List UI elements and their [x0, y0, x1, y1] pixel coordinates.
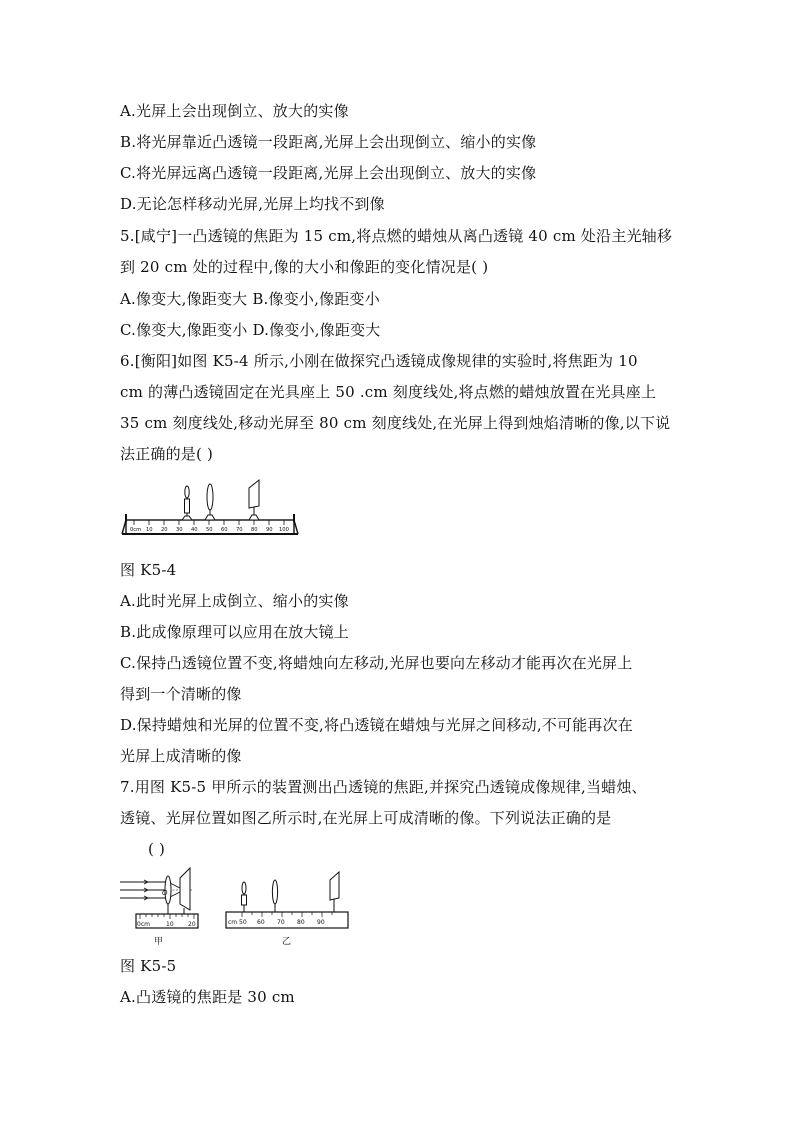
q4-option-d: D.无论怎样移动光屏,光屏上均找不到像	[120, 195, 385, 213]
bench-tick-80: 80	[251, 527, 258, 533]
q6-option-a: A.此时光屏上成倒立、缩小的实像	[120, 592, 349, 610]
bench-tick-50: 50	[206, 527, 213, 533]
ruler-tick-50: cm 50	[228, 919, 247, 926]
figure-label-yi: 乙	[282, 937, 292, 947]
bench-tick-10: 10	[146, 527, 153, 533]
light-screen-icon	[249, 480, 259, 520]
bench-tick-0: 0cm	[130, 527, 142, 533]
ruler-tick-10: 10	[166, 921, 174, 928]
figure-k5-5-caption: 图 K5-5	[120, 957, 177, 975]
light-screen-icon	[330, 872, 339, 912]
figure-k5-5-yi	[222, 868, 352, 950]
q7-stem-line-3: ( )	[148, 840, 166, 858]
q7-stem-line-2: 透镜、光屏位置如图乙所示时,在光屏上可成清晰的像。下列说法正确的是	[120, 809, 612, 827]
q6-option-b: B.此成像原理可以应用在放大镜上	[120, 623, 349, 641]
ruler-tick-0: 0cm	[137, 921, 150, 928]
bench-tick-40: 40	[191, 527, 198, 533]
bench-tick-30: 30	[176, 527, 183, 533]
figure-label-jia: 甲	[154, 937, 164, 947]
q5-stem-line-1: 5.[咸宁]一凸透镜的焦距为 15 cm,将点燃的蜡烛从离凸透镜 40 cm 处沿主光轴移	[120, 227, 673, 245]
q4-option-b: B.将光屏靠近凸透镜一段距离,光屏上会出现倒立、缩小的实像	[120, 133, 537, 151]
q6-stem-line-1: 6.[衡阳]如图 K5-4 所示,小刚在做探究凸透镜成像规律的实验时,将焦距为 10	[120, 352, 638, 370]
q6-option-d-line-1: D.保持蜡烛和光屏的位置不变,将凸透镜在蜡烛与光屏之间移动,不可能再次在	[120, 716, 633, 734]
q5-options-cd: C.像变大,像距变小 D.像变小,像距变大	[120, 321, 381, 339]
q4-option-c: C.将光屏远离凸透镜一段距离,光屏上会出现倒立、放大的实像	[120, 164, 537, 182]
q7-option-a: A.凸透镜的焦距是 30 cm	[120, 988, 295, 1006]
focus-label-o: O	[162, 889, 168, 897]
q6-stem-line-4: 法正确的是( )	[120, 445, 214, 463]
q5-options-ab: A.像变大,像距变大 B.像变小,像距变小	[120, 290, 380, 308]
ruler-tick-90: 90	[317, 919, 325, 926]
ruler-tick-80: 80	[297, 919, 305, 926]
figure-k5-5-jia	[118, 864, 208, 950]
light-screen-icon	[180, 868, 190, 910]
candle-icon	[242, 882, 247, 912]
q4-option-a: A.光屏上会出现倒立、放大的实像	[120, 102, 349, 120]
figure-k5-4-optical-bench	[118, 474, 302, 544]
convex-lens-icon	[272, 880, 277, 912]
q6-stem-line-3: 35 cm 刻度线处,移动光屏至 80 cm 刻度线处,在光屏上得到烛焰清晰的像,以下说	[120, 414, 671, 432]
q6-option-c-line-1: C.保持凸透镜位置不变,将蜡烛向左移动,光屏也要向左移动才能再次在光屏上	[120, 654, 633, 672]
q6-option-d-line-2: 光屏上成清晰的像	[120, 747, 242, 765]
bench-tick-100: 100	[279, 527, 289, 533]
figure-k5-4-caption: 图 K5-4	[120, 561, 177, 579]
candle-icon	[182, 486, 192, 520]
bench-tick-20: 20	[161, 527, 168, 533]
q7-stem-line-1: 7.用图 K5-5 甲所示的装置测出凸透镜的焦距,并探究凸透镜成像规律,当蜡烛、	[120, 778, 647, 796]
ruler-tick-20: 20	[188, 921, 196, 928]
q6-stem-line-2: cm 的薄凸透镜固定在光具座上 50 .cm 刻度线处,将点燃的蜡烛放置在光具座上	[120, 383, 657, 401]
ruler-tick-70: 70	[277, 919, 285, 926]
bench-tick-70: 70	[236, 527, 243, 533]
ruler-tick-60: 60	[257, 919, 265, 926]
q5-stem-line-2: 到 20 cm 处的过程中,像的大小和像距的变化情况是( )	[120, 258, 489, 276]
q6-option-c-line-2: 得到一个清晰的像	[120, 685, 242, 703]
bench-tick-90: 90	[266, 527, 273, 533]
convex-lens-icon	[205, 484, 215, 520]
bench-tick-60: 60	[221, 527, 228, 533]
